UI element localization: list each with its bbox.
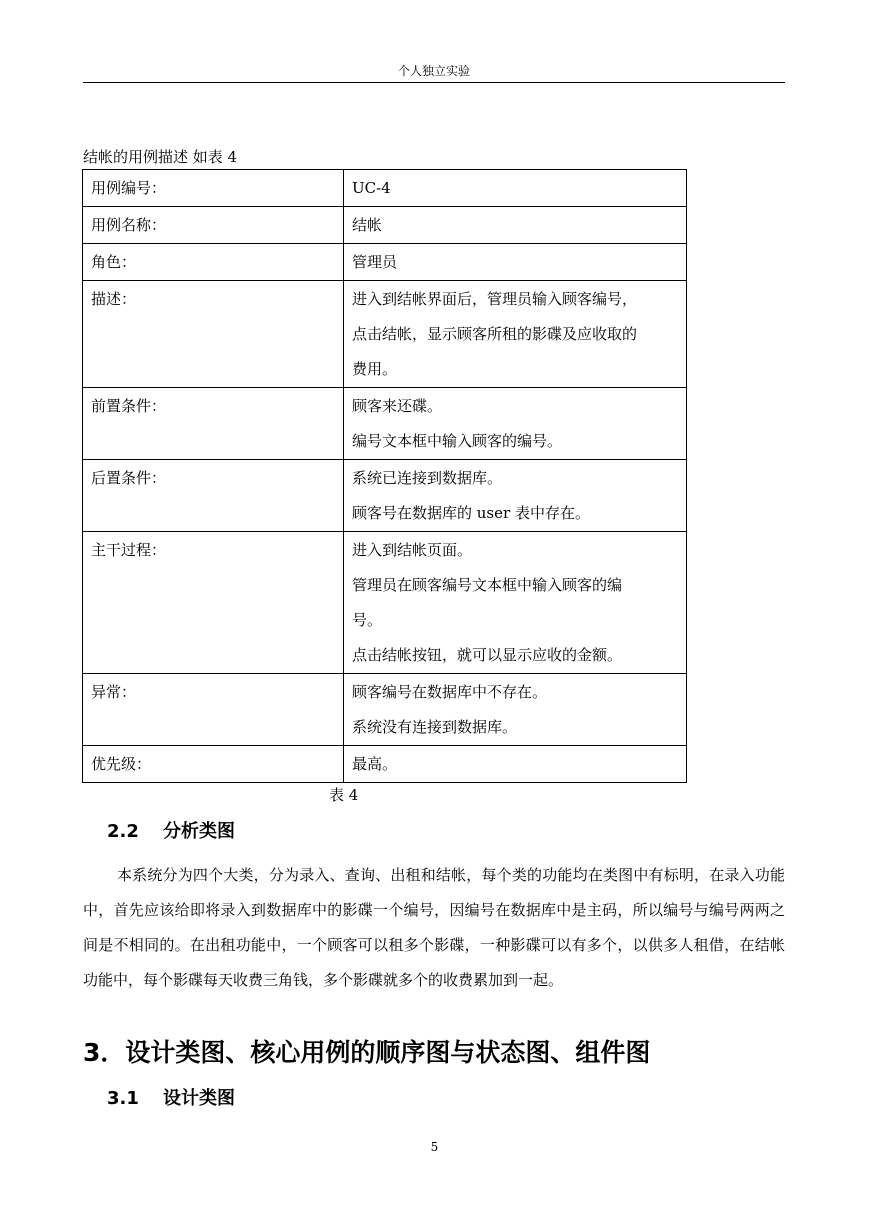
value-line: UC-4 (352, 179, 391, 197)
value-line: 最高。 (352, 755, 398, 773)
value-line: 系统没有连接到数据库。 (352, 718, 518, 736)
section-3-1-heading (107, 1084, 235, 1110)
table-row (83, 170, 687, 207)
value-line: 顾客来还碟。 (352, 397, 443, 415)
body-paragraph (83, 858, 785, 998)
row-value (344, 207, 687, 244)
value-line: 点击结帐按钮，就可以显示应收的金额。 (352, 646, 623, 664)
value-line: 点击结帐，显示顾客所租的影碟及应收取的 (352, 325, 638, 343)
section-title: 分析类图 (163, 821, 235, 842)
value-line: 费用。 (352, 360, 398, 378)
row-value (344, 281, 687, 388)
table-row (83, 244, 687, 281)
row-value (344, 244, 687, 281)
section-number: 2.2 (107, 821, 139, 842)
value-line: 号。 (352, 611, 383, 629)
row-value (344, 532, 687, 674)
row-key: 角色： (83, 244, 344, 281)
header-title: 个人独立实验 (397, 64, 470, 78)
row-value (344, 388, 687, 460)
row-key: 描述： (83, 281, 344, 388)
table-row (83, 532, 687, 674)
value-line: 系统已连接到数据库。 (352, 469, 503, 487)
value-line: 管理员 (352, 253, 398, 271)
page-header (83, 0, 785, 83)
value-line: 编号文本框中输入顾客的编号。 (352, 432, 563, 450)
table-row (83, 674, 687, 746)
value-line: 进入到结帐界面后，管理员输入顾客编号， (352, 290, 638, 308)
section-title: 设计类图 (163, 1088, 235, 1109)
row-key: 用例编号： (83, 170, 344, 207)
table-row (83, 388, 687, 460)
row-value (344, 674, 687, 746)
row-key: 异常： (83, 674, 344, 746)
table-row (83, 460, 687, 532)
row-value (344, 460, 687, 532)
row-value (344, 170, 687, 207)
page-number: 5 (430, 1140, 439, 1154)
table-row (83, 746, 687, 783)
section-3-heading (83, 1033, 650, 1069)
value-line: 顾客号在数据库的 user 表中存在。 (352, 504, 590, 522)
row-value (344, 746, 687, 783)
value-line: 顾客编号在数据库中不存在。 (352, 683, 548, 701)
table-caption: 结帐的用例描述 如表 4 (83, 148, 238, 166)
row-key: 后置条件： (83, 460, 344, 532)
value-line: 结帐 (352, 216, 383, 234)
section-number: 3． (83, 1038, 126, 1067)
row-key: 用例名称： (83, 207, 344, 244)
row-key: 主干过程： (83, 532, 344, 674)
value-line: 管理员在顾客编号文本框中输入顾客的编 (352, 576, 623, 594)
use-case-table (82, 169, 687, 783)
paragraph-text: 本系统分为四个大类，分为录入、查询、出租和结帐，每个类的功能均在类图中有标明，在录入功能中，首先应该给即将录入到数据库中的影碟一个编号，因编号在数据库中是主码，所以编号与编号两两之间是不相同的。在出租功能中，一个顾客可以租多个影碟，一种影碟可以有多个，以供多人租借，在结帐功能中，每个影碟每天收费三角钱，多个影碟就多个的收费累加到一起。 (83, 866, 785, 989)
section-2-2-heading (107, 817, 235, 843)
section-number: 3.1 (107, 1088, 139, 1109)
table-row (83, 281, 687, 388)
row-key: 前置条件： (83, 388, 344, 460)
value-line: 进入到结帐页面。 (352, 541, 473, 559)
row-key: 优先级： (83, 746, 344, 783)
table-row (83, 207, 687, 244)
section-title: 设计类图、核心用例的顺序图与状态图、组件图 (125, 1038, 651, 1067)
table-label: 表 4 (329, 786, 359, 804)
